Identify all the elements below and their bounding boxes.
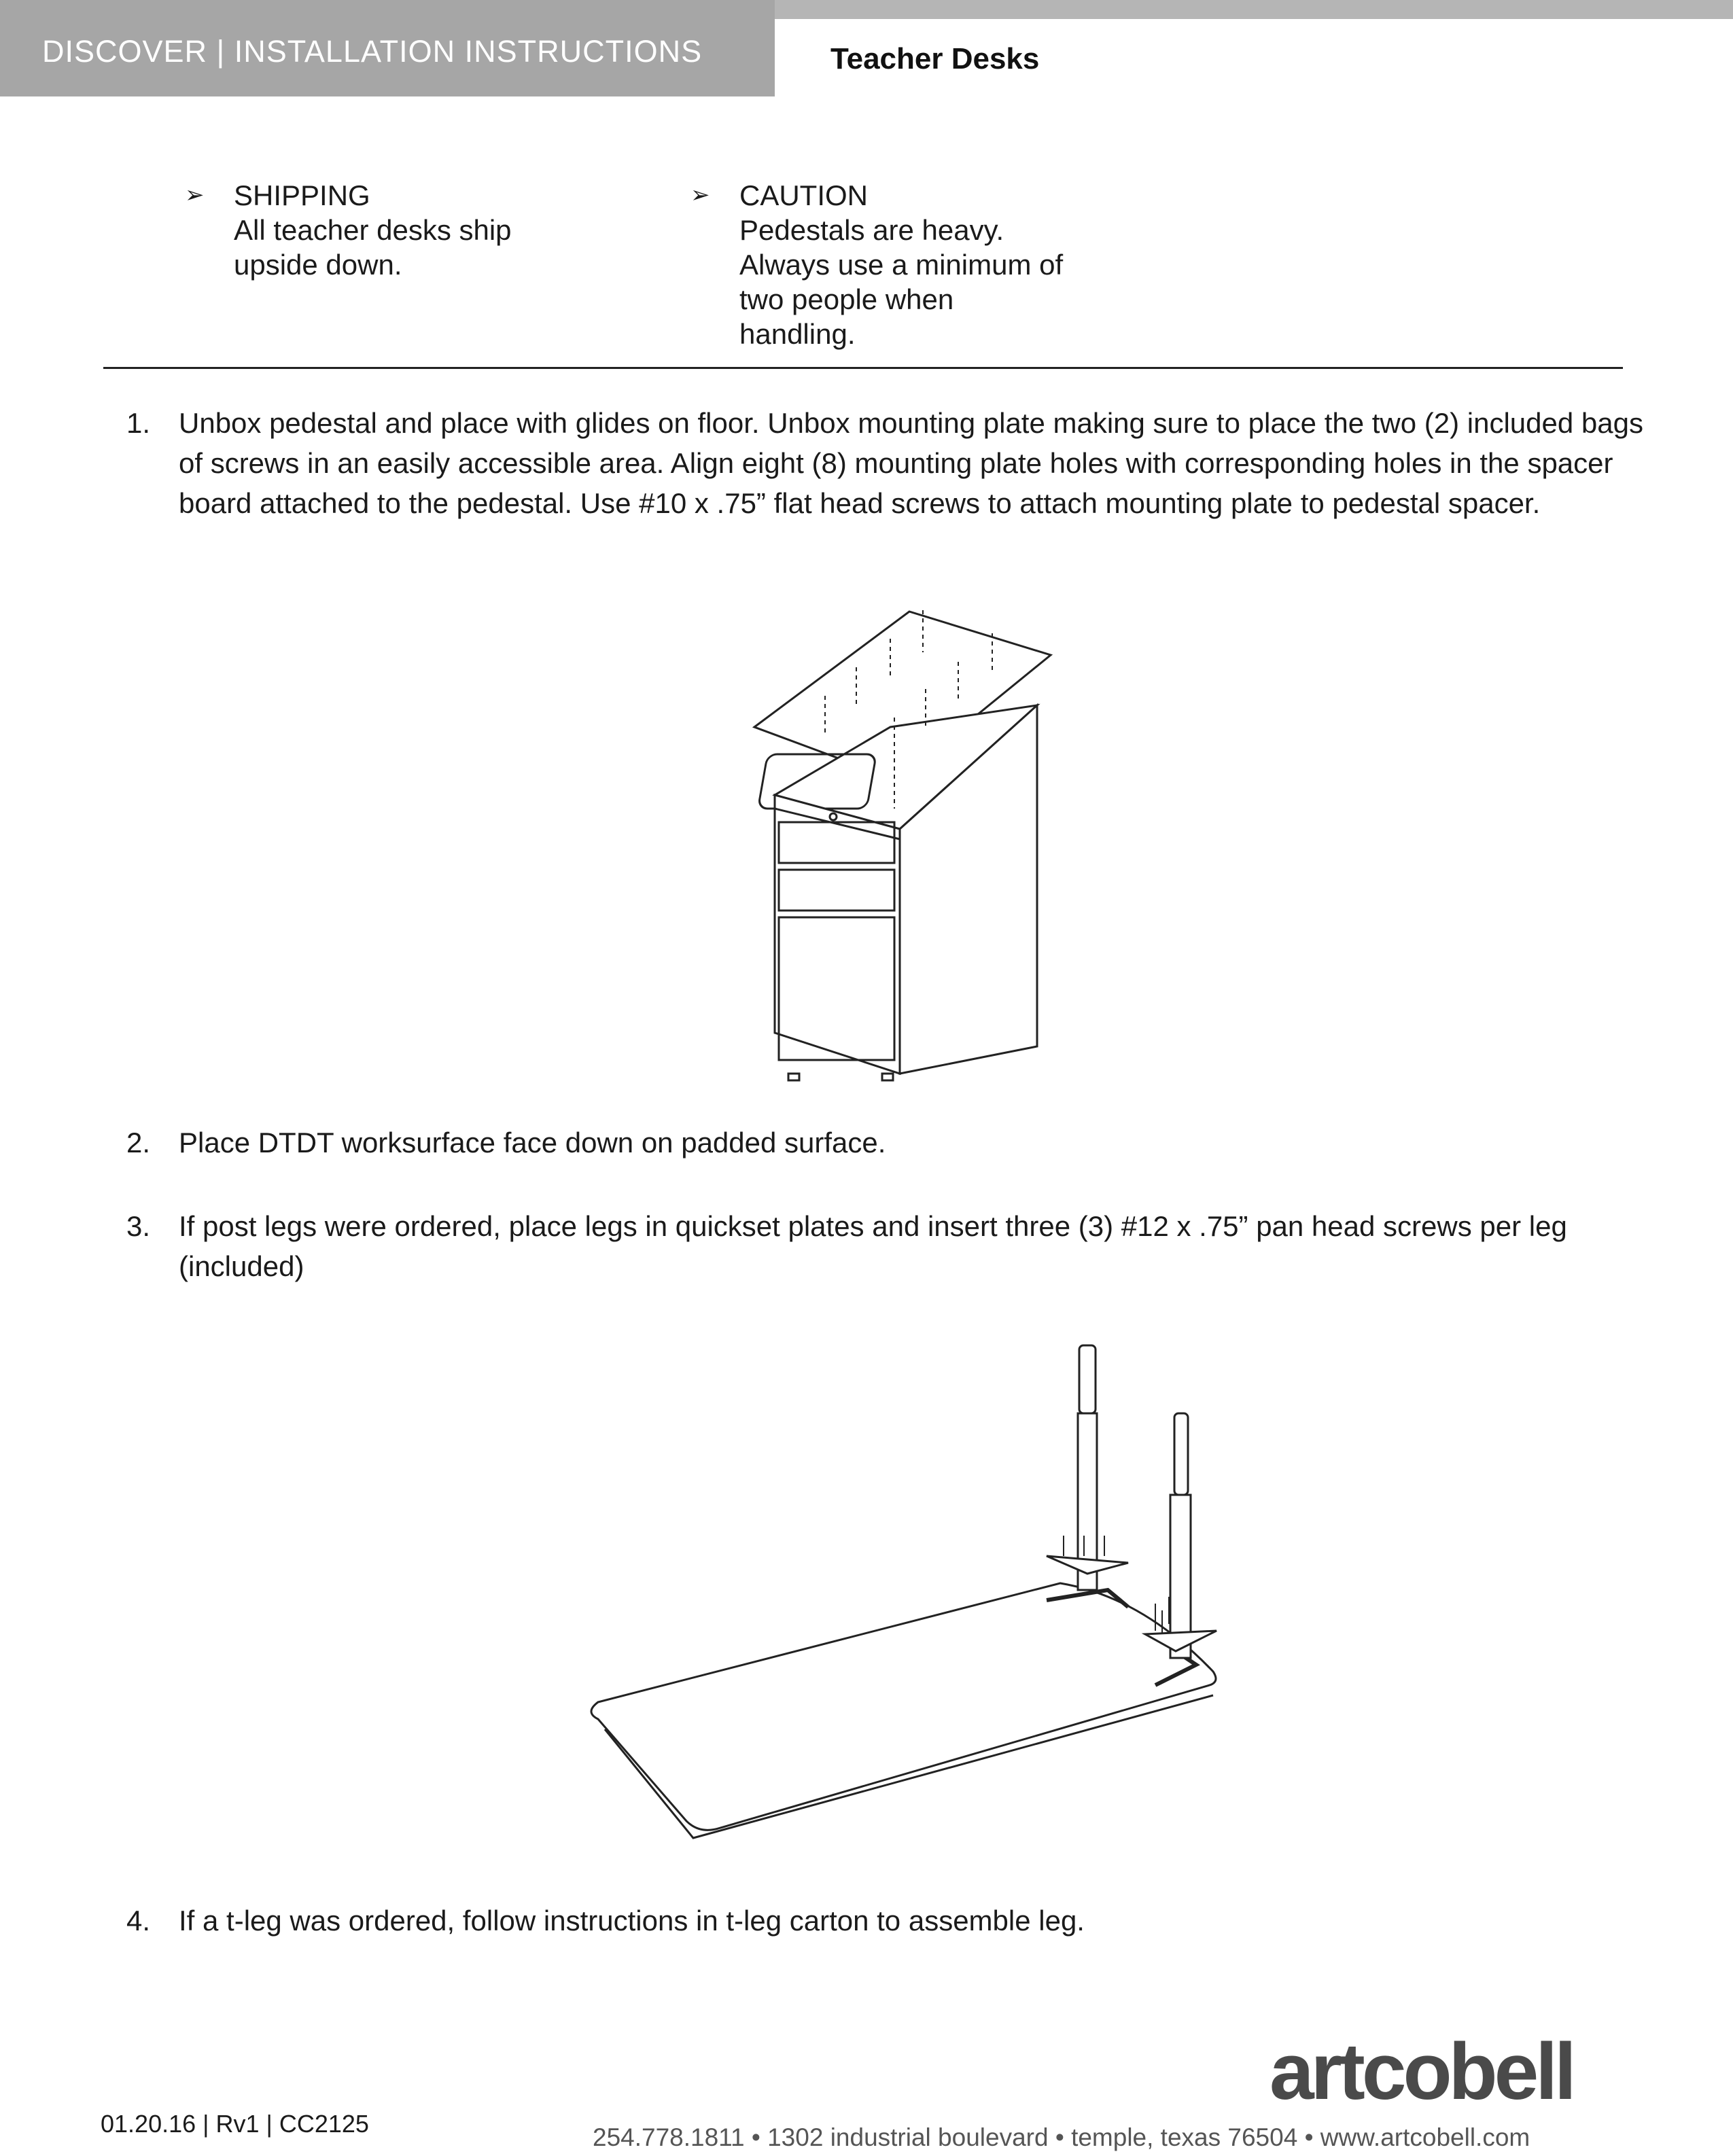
note-heading: CAUTION (739, 179, 868, 211)
contact-info: 254.778.1811 • 1302 industrial boulevard • temple, texas 76504 • www.artcobell.com (593, 2123, 1530, 2151)
note-line: All teacher desks ship (234, 214, 512, 246)
document-title: Teacher Desks (830, 42, 1040, 75)
step-number: 3. (126, 1210, 151, 1242)
artcobell-logo: artcobell (1270, 2027, 1573, 2117)
note-line: upside down. (234, 249, 402, 281)
header-section-bar (0, 0, 775, 96)
step-number: 4. (126, 1905, 151, 1937)
arrow-bullet-icon: ➢ (185, 182, 205, 208)
section-divider (103, 367, 1623, 369)
step-text: Place DTDT worksurface face down on padded surface. (179, 1127, 886, 1159)
step-number: 2. (126, 1127, 151, 1159)
arrow-bullet-icon: ➢ (690, 182, 710, 208)
header-section-label: DISCOVER | INSTALLATION INSTRUCTIONS (42, 34, 703, 69)
note-line: two people when (739, 283, 954, 315)
note-line: Always use a minimum of (739, 249, 1064, 281)
header-rule (775, 0, 1733, 19)
step-number: 1. (126, 407, 151, 439)
note-line: handling. (739, 318, 856, 350)
step-text: If post legs were ordered, place legs in quickset plates and insert three (3) #12 x .75” pan head screws per leg (included) (179, 1210, 1567, 1282)
note-heading: SHIPPING (234, 179, 370, 211)
step-text: If a t-leg was ordered, follow instructions in t-leg carton to assemble leg. (179, 1905, 1085, 1937)
step-text: Unbox pedestal and place with glides on floor. Unbox mounting plate making sure to place the two (2) included bags of screws in an easily accessible area. Align eight (8) mounting plate holes with corresponding holes in the spacer board attached to the pedestal. Use #10 x .75” flat head screws to attach mounting plate to pedestal spacer. (179, 407, 1643, 519)
note-line: Pedestals are heavy. (739, 214, 1004, 246)
pedestal-mounting-plate-illustration (741, 598, 1081, 1087)
revision-code: 01.20.16 | Rv1 | CC2125 (101, 2110, 369, 2138)
worksurface-post-legs-illustration (584, 1332, 1237, 1848)
